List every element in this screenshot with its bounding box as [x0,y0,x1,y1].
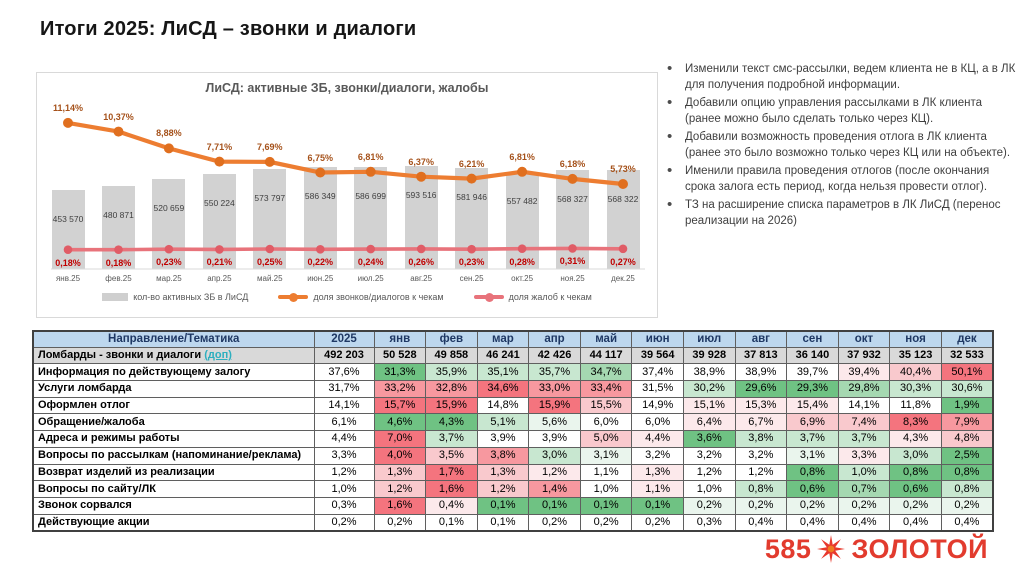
table-cell: 0,1% [632,497,684,514]
logo-number: 585 [764,533,812,564]
legend-item: доля жалоб к чекам [474,292,592,302]
table-cell: 6,4% [683,414,735,431]
bar [152,179,185,269]
table-cell: 32,8% [426,380,478,397]
table-cell: 7,9% [941,414,993,431]
table-row [33,464,993,481]
table-cell: 6,9% [787,414,839,431]
table-cell: 0,4% [426,497,478,514]
bar [253,169,286,269]
dop-link[interactable]: (доп) [204,348,232,361]
table-cell: 15,4% [787,397,839,414]
table-cell: 1,3% [477,464,529,481]
table-column-header: ноя [890,331,942,347]
table-cell: 0,8% [941,464,993,481]
call-share-label: 5,73% [610,164,636,174]
call-share-label: 6,21% [458,158,485,169]
bullet-item: • Добавили опцию управления рассылками в ЛК клиента (ранее можно было сделать только через КЦ). [664,96,1020,127]
table-cell: 1,0% [580,481,632,498]
chart [36,72,658,318]
table-cell: 29,6% [735,380,787,397]
table-cell: 1,2% [683,464,735,481]
table-column-header: сен [787,331,839,347]
table-body [33,347,993,531]
table-row [33,347,993,364]
table-row [33,380,993,397]
table-cell: 15,7% [374,397,426,414]
table-cell: 8,3% [890,414,942,431]
table-cell: 40,4% [890,364,942,381]
table-cell: 3,2% [735,447,787,464]
chart-title: ЛиСД: активные ЗБ, звонки/диалоги, жалобы [205,81,489,95]
x-axis-label: июл.25 [357,274,384,283]
table-cell: 39,4% [838,364,890,381]
table-row [33,397,993,414]
table-cell: 14,1% [314,397,374,414]
bar [455,168,488,269]
table-row-label: Информация по действующему залогу [33,364,314,381]
complaint-share-label: 0,23% [156,257,182,268]
bullet-item: • Добавили возможность проведения отлога в ЛК клиента (ранее это было возможно только через КЦ или на объекте). [664,130,1020,161]
table-cell: 0,1% [529,497,581,514]
table-cell: 0,2% [735,497,787,514]
x-axis-label: дек.25 [611,274,635,283]
table-cell: 1,4% [529,481,581,498]
table-cell: 0,2% [580,514,632,531]
table-cell: 35,1% [477,364,529,381]
table-cell: 0,6% [787,481,839,498]
bullet-item: • Изменили текст смс-рассылки, ведем клиента не в КЦ, а в ЛК для получения подробной информации. [664,62,1020,93]
table-cell: 11,8% [890,397,942,414]
x-axis-label: мар.25 [156,274,182,283]
table-cell: 0,2% [632,514,684,531]
table-cell: 0,7% [838,481,890,498]
bar [405,166,438,269]
table-cell: 5,0% [580,431,632,448]
table-cell: 6,0% [632,414,684,431]
table-row-label: Звонок сорвался [33,497,314,514]
complaint-share-label: 0,18% [55,257,81,268]
legend-line-swatch [474,295,504,299]
table-cell: 3,7% [787,431,839,448]
table-cell: 38,9% [683,364,735,381]
table-cell: 1,2% [477,481,529,498]
table-cell: 4,4% [632,431,684,448]
bullet-item: • ТЗ на расширение списка параметров в ЛК ЛиСД (перенос реализации на 2026) [664,198,1020,229]
table-cell: 3,2% [683,447,735,464]
table-cell: 0,4% [735,514,787,531]
complaint-share-label: 0,21% [206,257,233,268]
table-cell: 0,6% [890,481,942,498]
table-cell: 0,3% [314,497,374,514]
table-cell: 1,2% [529,464,581,481]
table-cell: 1,3% [374,464,426,481]
table-cell: 15,1% [683,397,735,414]
table-row [33,414,993,431]
table-cell: 35,7% [529,364,581,381]
table-cell: 3,8% [477,447,529,464]
table-cell: 3,9% [529,431,581,448]
table-cell: 492 203 [314,347,374,364]
table-cell: 4,3% [890,431,942,448]
table-cell: 0,1% [477,497,529,514]
table-cell: 39 564 [632,347,684,364]
table-cell: 29,3% [787,380,839,397]
table-cell: 0,1% [580,497,632,514]
table-cell: 1,7% [426,464,478,481]
table-cell: 15,5% [580,397,632,414]
table-cell: 7,4% [838,414,890,431]
complaint-share-label: 0,23% [458,257,485,268]
call-share-label: 6,81% [357,151,384,162]
legend-item: кол-во активных ЗБ в ЛиСД [102,292,248,302]
x-axis-label: сен.25 [459,274,484,283]
table-cell: 3,8% [735,431,787,448]
bar [304,167,337,269]
table-row-label: Оформлен отлог [33,397,314,414]
table-cell: 36 140 [787,347,839,364]
table-cell: 0,2% [683,497,735,514]
table-cell: 0,2% [314,514,374,531]
table-cell: 1,3% [632,464,684,481]
table-cell: 1,2% [374,481,426,498]
table-cell: 30,2% [683,380,735,397]
x-axis-label: июн.25 [307,274,334,283]
table-cell: 3,1% [580,447,632,464]
call-share-label: 6,81% [509,151,535,162]
complaint-share-label: 0,26% [408,256,434,267]
bar-value-label: 573 797 [254,193,286,204]
table-cell: 35 123 [890,347,942,364]
page-title: Итоги 2025: ЛиСД – звонки и диалоги [40,18,417,40]
table-row [33,447,993,464]
table-cell: 30,6% [941,380,993,397]
table-row-label: Ломбарды - звонки и диалоги (доп) [33,347,314,364]
table-cell: 33,2% [374,380,426,397]
table-cell: 37 813 [735,347,787,364]
x-axis-label: окт.25 [511,274,534,283]
x-axis-label: май.25 [257,274,283,283]
call-share-label: 10,37% [103,111,134,122]
bar-value-label: 568 327 [557,194,588,205]
table-cell: 4,4% [314,431,374,448]
table-cell: 1,0% [683,481,735,498]
table-cell: 3,0% [529,447,581,464]
table-cell: 44 117 [580,347,632,364]
table-cell: 3,5% [426,447,478,464]
table-cell: 31,3% [374,364,426,381]
table-cell: 0,8% [787,464,839,481]
table-cell: 1,6% [374,497,426,514]
table-column-header: июл [683,331,735,347]
table-cell: 2,5% [941,447,993,464]
table-cell: 37 932 [838,347,890,364]
bar-value-label: 453 570 [52,214,84,225]
table-cell: 5,6% [529,414,581,431]
complaint-share-label: 0,18% [105,257,132,268]
table-row-label: Обращение/жалоба [33,414,314,431]
call-share-label: 7,69% [257,141,283,152]
table-cell: 0,2% [941,497,993,514]
table-column-header: янв [374,331,426,347]
table-cell: 33,0% [529,380,581,397]
complaint-share-label: 0,22% [307,257,334,268]
bar-value-label: 593 516 [405,190,437,200]
call-share-label: 7,71% [206,141,233,152]
table-cell: 3,3% [314,447,374,464]
table-cell: 4,3% [426,414,478,431]
table-cell: 29,8% [838,380,890,397]
bar-value-label: 520 659 [153,202,185,213]
table-cell: 7,0% [374,431,426,448]
call-share-label: 6,37% [408,156,434,167]
table-cell: 0,2% [890,497,942,514]
table-row-label: Действующие акции [33,514,314,531]
table-cell: 0,4% [941,514,993,531]
bar [506,172,539,269]
table-cell: 50,1% [941,364,993,381]
table-cell: 1,1% [580,464,632,481]
table-cell: 42 426 [529,347,581,364]
table-cell: 49 858 [426,347,478,364]
bar-value-label: 568 322 [607,194,639,205]
table-cell: 1,2% [735,464,787,481]
table-cell: 14,9% [632,397,684,414]
table-row-label: Возврат изделий из реализации [33,464,314,481]
table-cell: 0,3% [683,514,735,531]
bar-value-label: 557 482 [506,196,538,207]
table-cell: 37,6% [314,364,374,381]
table-header [33,331,993,347]
summary-table [32,330,994,532]
table-cell: 50 528 [374,347,426,364]
bar-value-label: 586 699 [355,191,387,202]
bar [607,170,640,269]
table-cell: 3,7% [838,431,890,448]
brand-logo [765,533,988,565]
table-cell: 4,8% [941,431,993,448]
table-cell: 3,1% [787,447,839,464]
call-share-label: 11,14% [52,102,84,113]
table-cell: 5,1% [477,414,529,431]
table-row-label: Услуги ломбарда [33,380,314,397]
table-column-header: окт [838,331,890,347]
table-cell: 33,4% [580,380,632,397]
table-column-header: Направление/Тематика [33,331,314,347]
table-cell: 1,0% [314,481,374,498]
table-cell: 46 241 [477,347,529,364]
table-cell: 37,4% [632,364,684,381]
table-column-header: авг [735,331,787,347]
table-cell: 15,9% [426,397,478,414]
table-cell: 0,2% [838,497,890,514]
table-cell: 3,9% [477,431,529,448]
table-cell: 31,5% [632,380,684,397]
bar [203,174,236,270]
table-cell: 38,9% [735,364,787,381]
complaint-share-label: 0,24% [357,257,384,268]
call-share-label: 6,75% [307,152,334,163]
table-cell: 39,7% [787,364,839,381]
table-cell: 6,0% [580,414,632,431]
logo-word: ЗОЛОТОЙ [851,533,988,564]
table-cell: 0,2% [529,514,581,531]
table-cell: 3,6% [683,431,735,448]
chart-legend [37,292,657,302]
table-cell: 31,7% [314,380,374,397]
table-cell: 6,1% [314,414,374,431]
table-cell: 14,1% [838,397,890,414]
call-share-label: 8,88% [156,128,182,139]
table-cell: 1,0% [838,464,890,481]
table-column-header: июн [632,331,684,347]
table-cell: 39 928 [683,347,735,364]
bar-value-label: 581 946 [456,192,487,202]
table-row [33,514,993,531]
table-column-header: дек [941,331,993,347]
call-share-label: 6,18% [559,158,586,169]
table-column-header: 2025 [314,331,374,347]
table-row [33,364,993,381]
bullet-list [664,62,1020,232]
x-axis-label: фев.25 [105,274,132,283]
table-cell: 0,4% [838,514,890,531]
legend-item: доля звонков/диалогов к чекам [278,292,443,302]
table-cell: 4,0% [374,447,426,464]
table-cell: 34,6% [477,380,529,397]
x-axis-label: апр.25 [207,274,232,283]
table-cell: 30,3% [890,380,942,397]
bar-value-label: 586 349 [304,191,336,202]
table-cell: 14,8% [477,397,529,414]
table-row-label: Вопросы по сайту/ЛК [33,481,314,498]
x-axis-label: ноя.25 [560,274,585,283]
table-cell: 0,1% [477,514,529,531]
complaint-share-label: 0,31% [559,256,586,267]
table-cell: 34,7% [580,364,632,381]
table-cell: 32 533 [941,347,993,364]
table-row [33,431,993,448]
table-row-label: Вопросы по рассылкам (напоминание/реклама) [33,447,314,464]
bar-value-label: 550 224 [204,197,235,208]
table-cell: 35,9% [426,364,478,381]
bar [556,170,589,269]
table-cell: 0,2% [787,497,839,514]
table-cell: 3,3% [838,447,890,464]
table-cell: 4,6% [374,414,426,431]
bullet-item: • Именили правила проведения отлогов (после окончания срока залога есть период, когда нельзя провести отлог). [664,164,1020,195]
table-cell: 3,0% [890,447,942,464]
table-cell: 15,3% [735,397,787,414]
complaint-share-label: 0,28% [509,256,535,267]
bar [354,167,387,269]
bar [102,186,135,270]
legend-bar-swatch [102,293,128,301]
table-column-header: апр [529,331,581,347]
x-axis-label: авг.25 [410,274,433,283]
table-cell: 1,9% [941,397,993,414]
complaint-share-label: 0,27% [610,256,636,267]
table-cell: 3,7% [426,431,478,448]
x-axis-label: янв.25 [55,274,81,283]
table-cell: 3,2% [632,447,684,464]
table-cell: 15,9% [529,397,581,414]
table-column-header: май [580,331,632,347]
table-column-header: мар [477,331,529,347]
legend-line-swatch [278,295,308,299]
table-cell: 1,1% [632,481,684,498]
complaint-share-label: 0,25% [257,257,283,267]
table-cell: 6,7% [735,414,787,431]
star-icon [815,533,847,565]
table-cell: 0,4% [787,514,839,531]
table-row-label: Адреса и режимы работы [33,431,314,448]
table-cell: 0,4% [890,514,942,531]
table-row [33,481,993,498]
table-cell: 1,6% [426,481,478,498]
table-column-header: фев [426,331,478,347]
table-cell: 0,8% [735,481,787,498]
table-cell: 1,2% [314,464,374,481]
table-cell: 0,2% [374,514,426,531]
table-cell: 0,8% [941,481,993,498]
bar-value-label: 480 871 [103,209,134,220]
table-row [33,497,993,514]
table-cell: 0,8% [890,464,942,481]
table-cell: 0,1% [426,514,478,531]
